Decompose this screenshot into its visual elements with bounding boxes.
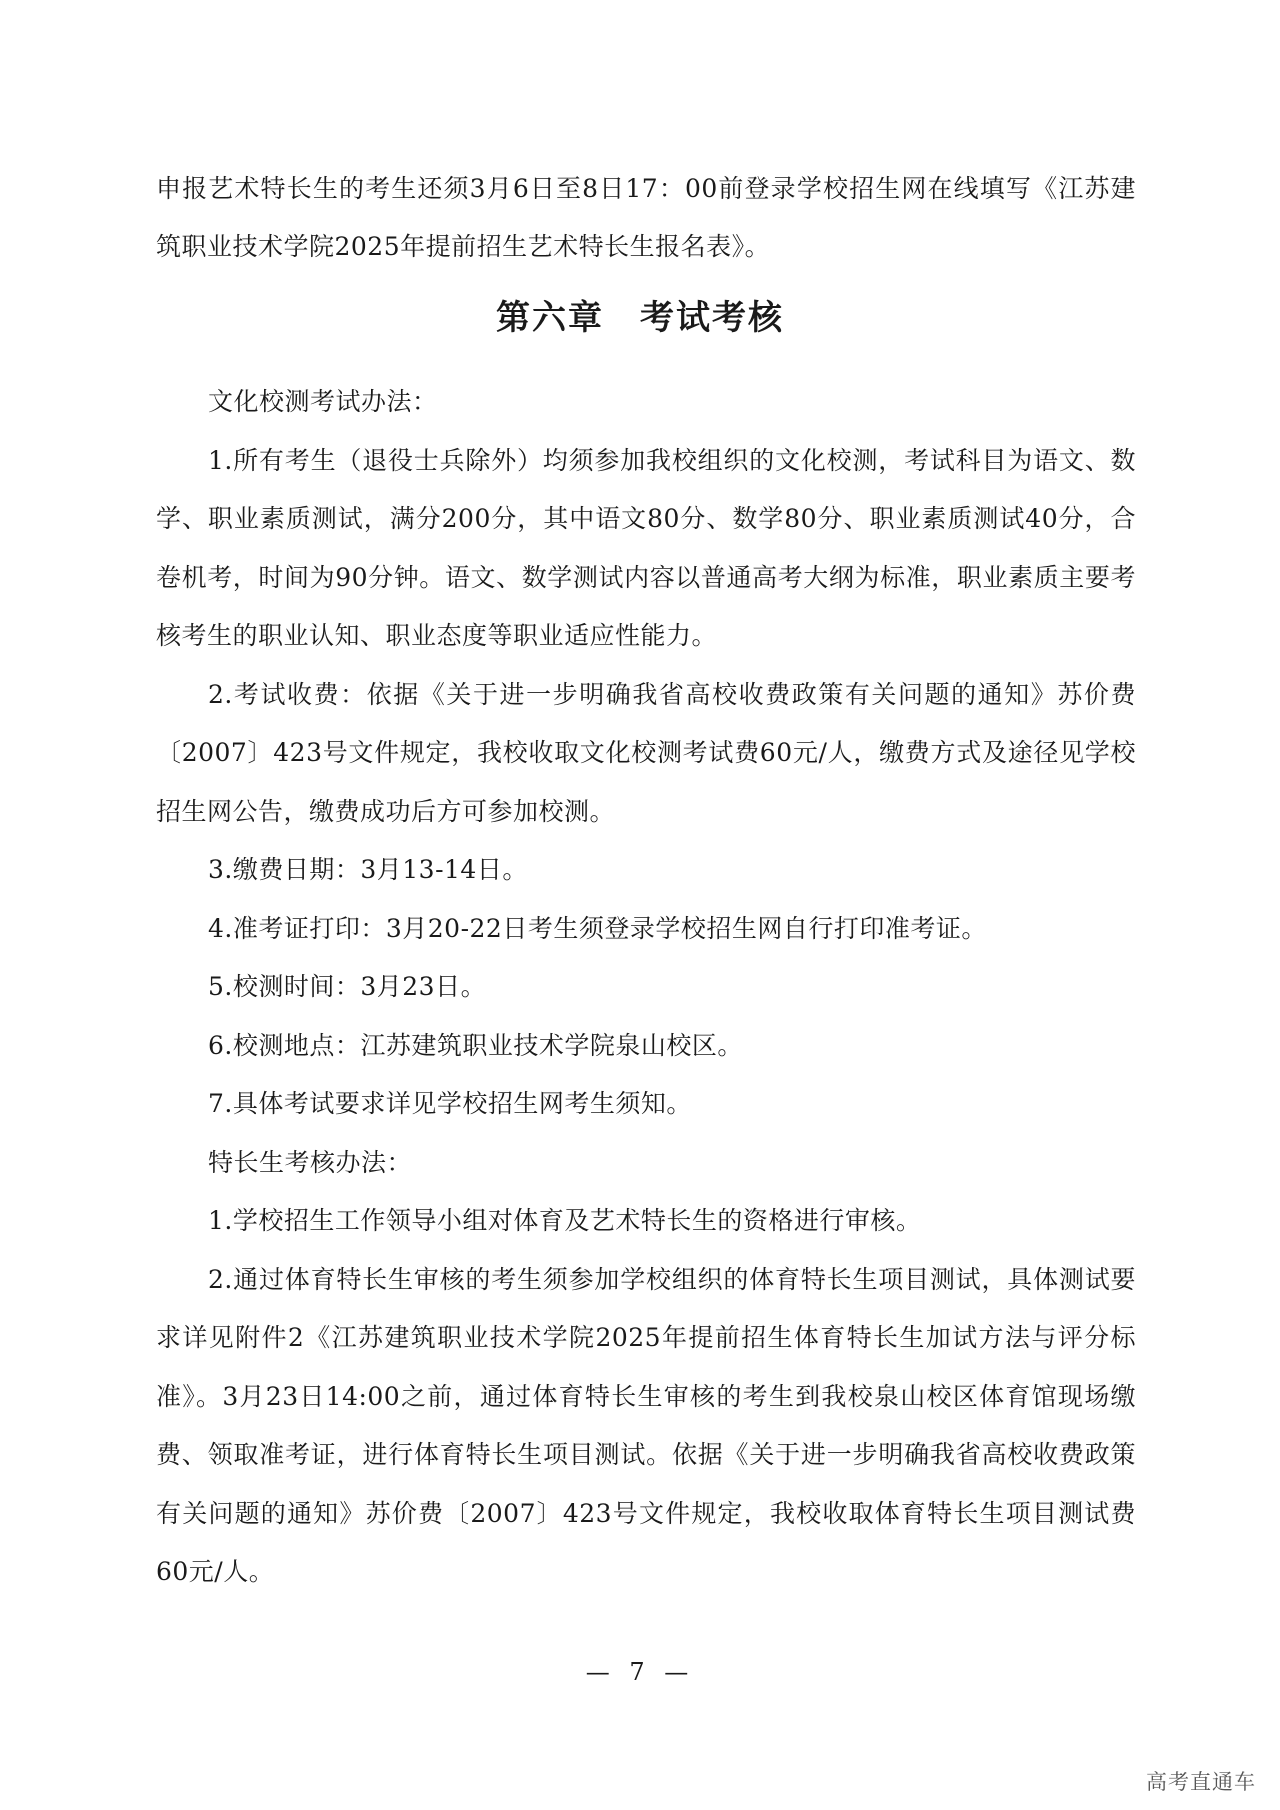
paragraph-item: 4.准考证打印：3月20-22日考生须登录学校招生网自行打印准考证。 — [208, 913, 987, 943]
chapter-title: 考试考核 — [640, 298, 784, 338]
paragraph-item: 5.校测时间：3月23日。 — [208, 972, 487, 1001]
paragraph-item: 3.缴费日期：3月13-14日。 — [208, 855, 528, 884]
chapter-heading — [0, 290, 1280, 339]
continuation-paragraph: 申报艺术特长生的考生还须3月6日至8日17：00前登录学校招生网在线填写《江苏建筑职业技术学院2025年提前招生艺术特长生报名表》。 — [156, 174, 1136, 261]
paragraph-item: 1.所有考生（退役士兵除外）均须参加我校组织的文化校测，考试科目为语文、数学、职业素质测试，满分200分，其中语文80分、数学80分、职业素质测试40分，合卷机考，时间为90分钟。语文、数学测试内容以普通高考大纲为标准，职业素质主要考核考生的职业认知、职业态度等职业适应性能力。 — [156, 445, 1136, 650]
paragraph-item: 6.校测地点：江苏建筑职业技术学院泉山校区。 — [208, 1030, 743, 1060]
paragraph-item: 7.具体考试要求详见学校招生网考生须知。 — [208, 1089, 692, 1118]
paragraph-item: 1.学校招生工作领导小组对体育及艺术特长生的资格进行审核。 — [208, 1206, 922, 1235]
subheading-culture-test: 文化校测考试办法： — [208, 387, 438, 416]
chapter-number: 第六章 — [496, 298, 604, 338]
paragraph-item: 2.通过体育特长生审核的考生须参加学校组织的体育特长生项目测试，具体测试要求详见附件2《江苏建筑职业技术学院2025年提前招生体育特长生加试方法与评分标准》。3月23日14:00之前，通过体育特长生审核的考生到我校泉山校区体育馆现场缴费、领取准考证，进行体育特长生项目测试。依据《关于进一步明确我省高校收费政策有关问题的通知》苏价费〔2007〕423号文件规定，我校收取体育特长生项目测试费60元/人。 — [156, 1264, 1136, 1586]
chapter-body — [156, 373, 1136, 1602]
paragraph-item: 2.考试收费：依据《关于进一步明确我省高校收费政策有关问题的通知》苏价费〔2007〕423号文件规定，我校收取文化校测考试费60元/人，缴费方式及途径见学校招生网公告，缴费成功后方可参加校测。 — [156, 679, 1136, 826]
watermark-logo: 高考直通车 — [1146, 1770, 1256, 1794]
subheading-specialty-test: 特长生考核办法： — [208, 1147, 413, 1177]
page-number: — 7 — — [585, 1658, 695, 1686]
